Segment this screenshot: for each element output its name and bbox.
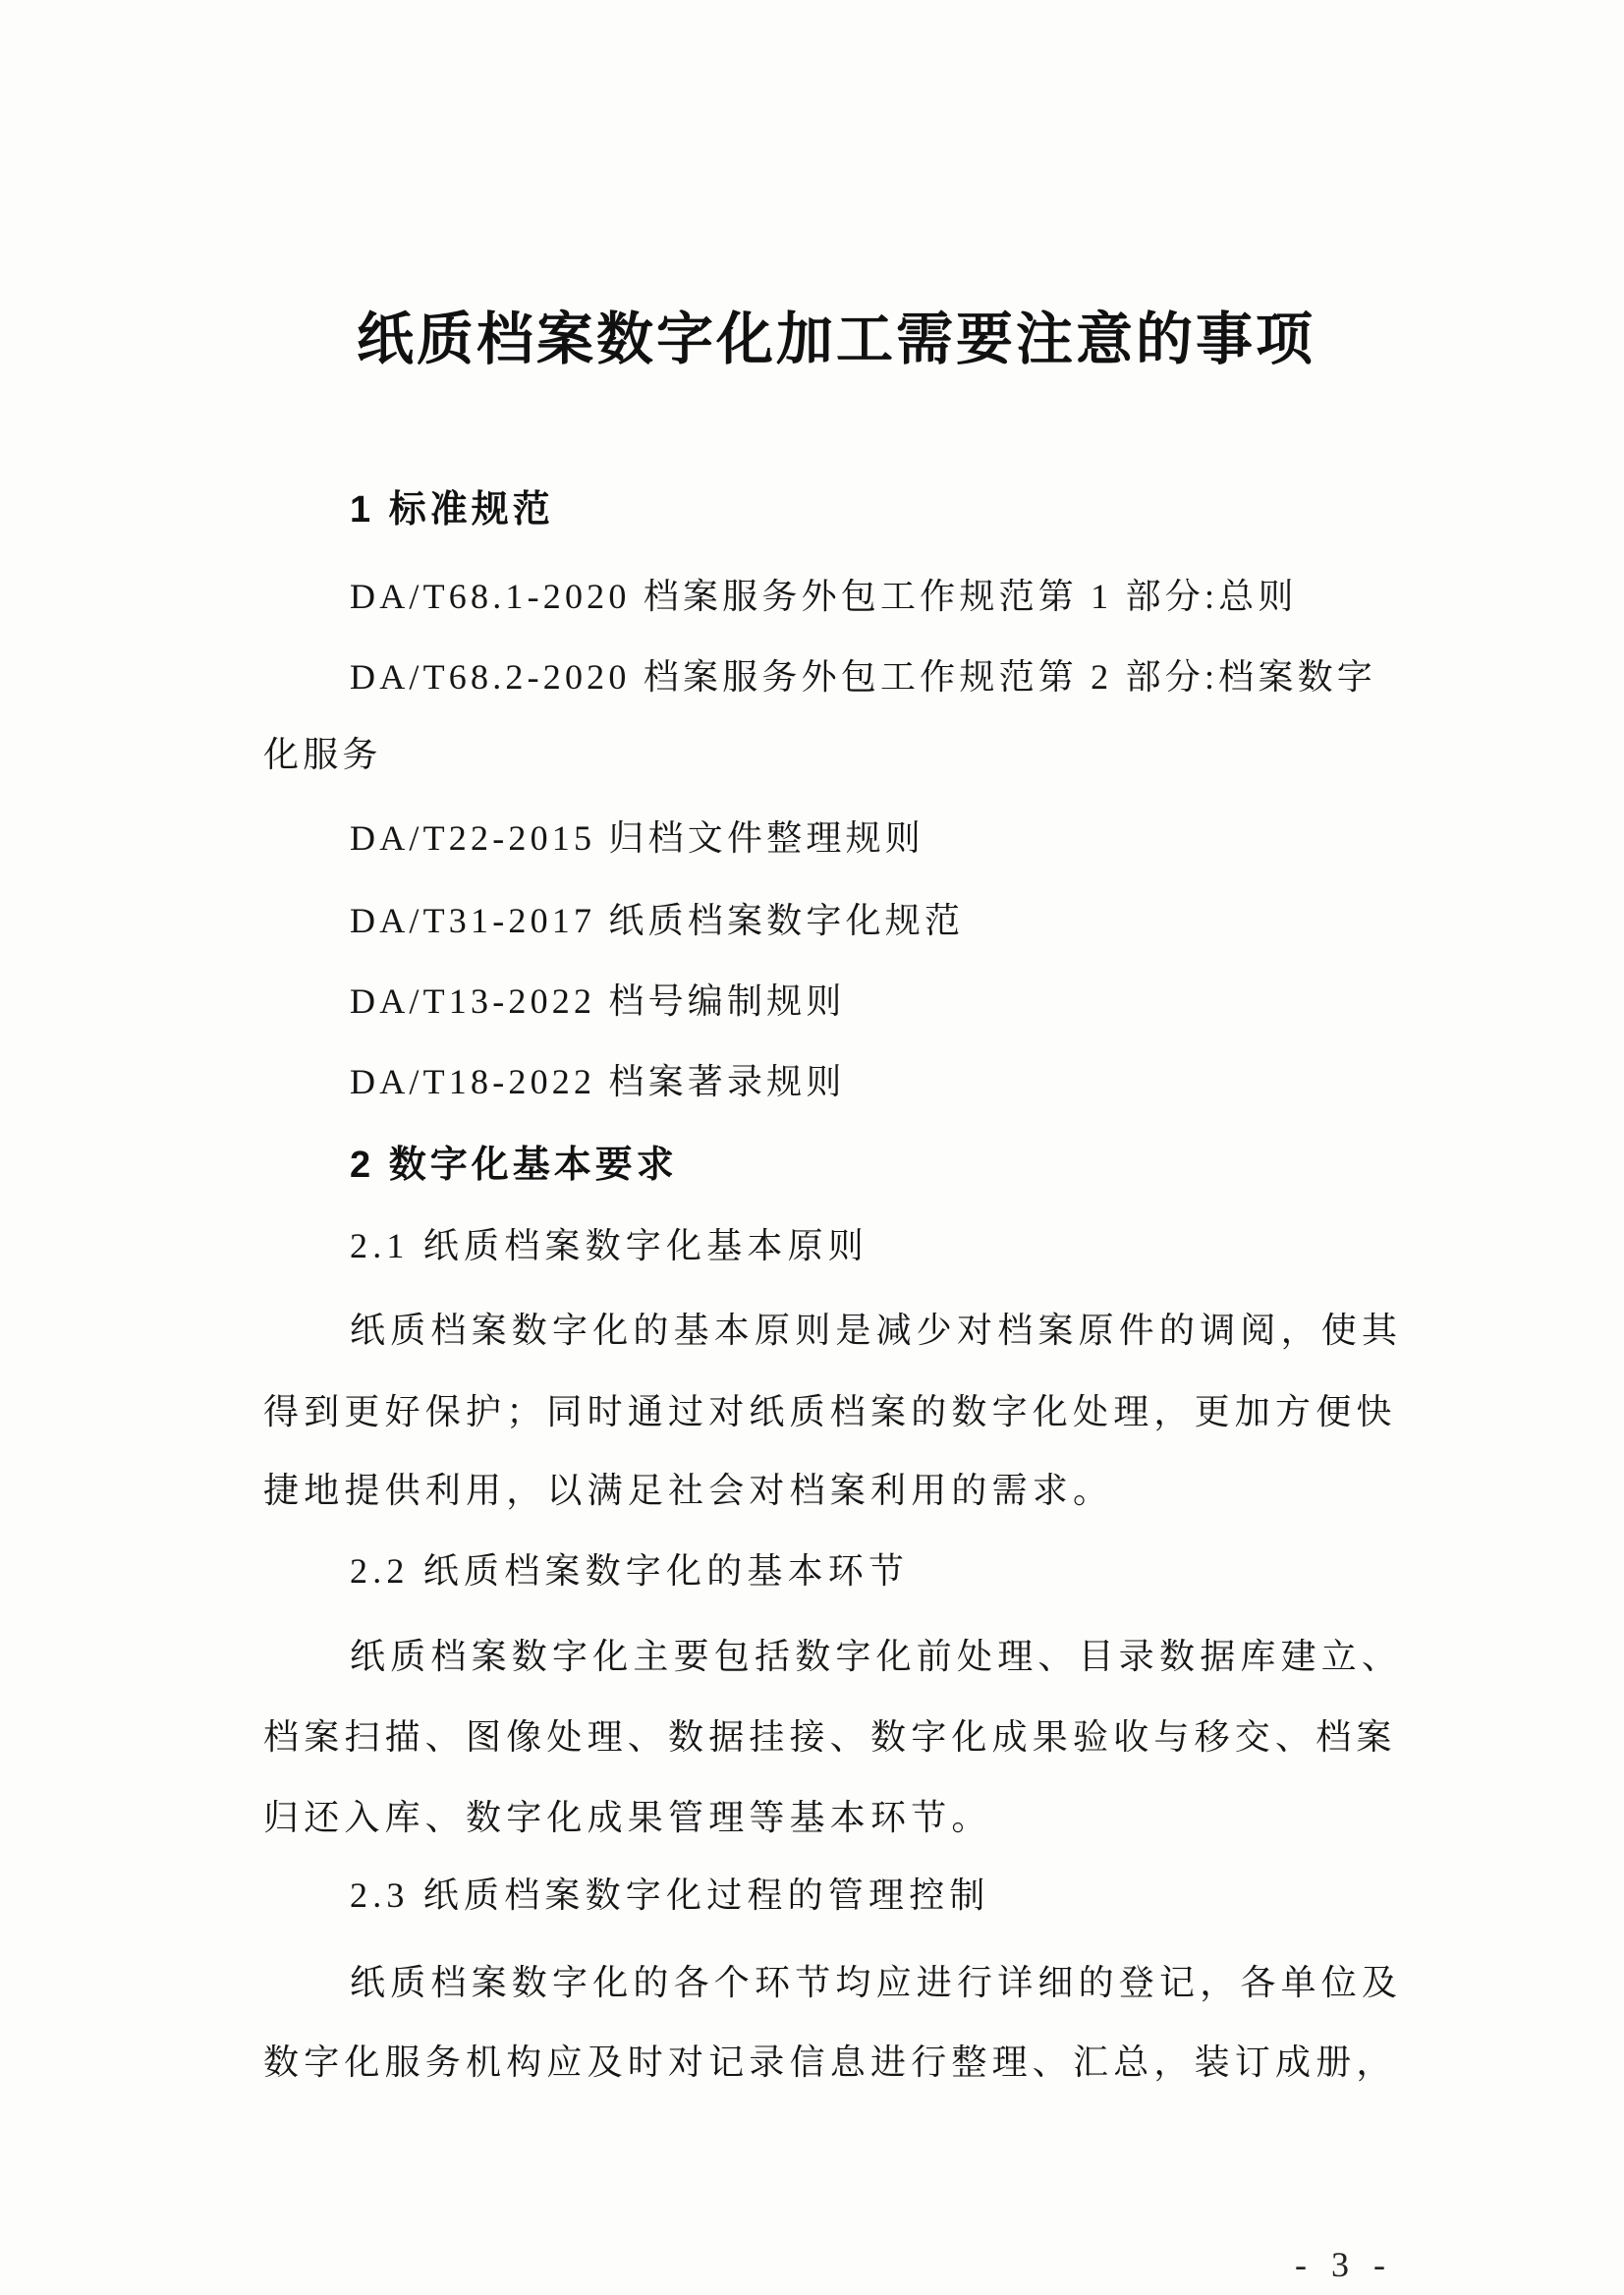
paragraph-line: 归还入库、数字化成果管理等基本环节。 [263, 1798, 992, 1837]
section-heading: 2 数字化基本要求 [350, 1145, 678, 1186]
document-title: 纸质档案数字化加工需要注意的事项 [357, 308, 1316, 371]
page-number: - 3 - [1295, 2245, 1393, 2284]
paragraph-line: 纸质档案数字化的各个环节均应进行详细的登记，各单位及 [350, 1963, 1403, 2002]
paragraph-line: 得到更好保护；同时通过对纸质档案的数字化处理，更加方便快 [263, 1392, 1397, 1431]
paragraph-line: 纸质档案数字化的基本原则是减少对档案原件的调阅，使其 [350, 1311, 1403, 1350]
standard-reference-line: DA/T68.1-2020 档案服务外包工作规范第 1 部分:总则 [350, 577, 1298, 616]
paragraph-line: 纸质档案数字化主要包括数字化前处理、目录数据库建立、 [350, 1637, 1403, 1676]
standard-reference-line: DA/T22-2015 归档文件整理规则 [350, 818, 924, 858]
standard-reference-line: DA/T31-2017 纸质档案数字化规范 [350, 901, 965, 940]
standard-reference-line: DA/T68.2-2020 档案服务外包工作规范第 2 部分:档案数字 [350, 657, 1376, 697]
paragraph-line: 档案扫描、图像处理、数据挂接、数字化成果验收与移交、档案 [263, 1717, 1397, 1757]
paragraph-line: 数字化服务机构应及时对记录信息进行整理、汇总，装订成册， [263, 2043, 1397, 2082]
standard-reference-line: DA/T13-2022 档号编制规则 [350, 981, 846, 1021]
subsection-heading: 2.3 纸质档案数字化过程的管理控制 [350, 1875, 990, 1915]
section-heading: 1 标准规范 [350, 489, 554, 531]
subsection-heading: 2.2 纸质档案数字化的基本环节 [350, 1551, 910, 1591]
subsection-heading: 2.1 纸质档案数字化基本原则 [350, 1226, 869, 1265]
paragraph-line: 捷地提供利用，以满足社会对档案利用的需求。 [263, 1471, 1114, 1510]
standard-reference-line: DA/T18-2022 档案著录规则 [350, 1062, 846, 1101]
standard-reference-line-continuation: 化服务 [263, 735, 382, 774]
